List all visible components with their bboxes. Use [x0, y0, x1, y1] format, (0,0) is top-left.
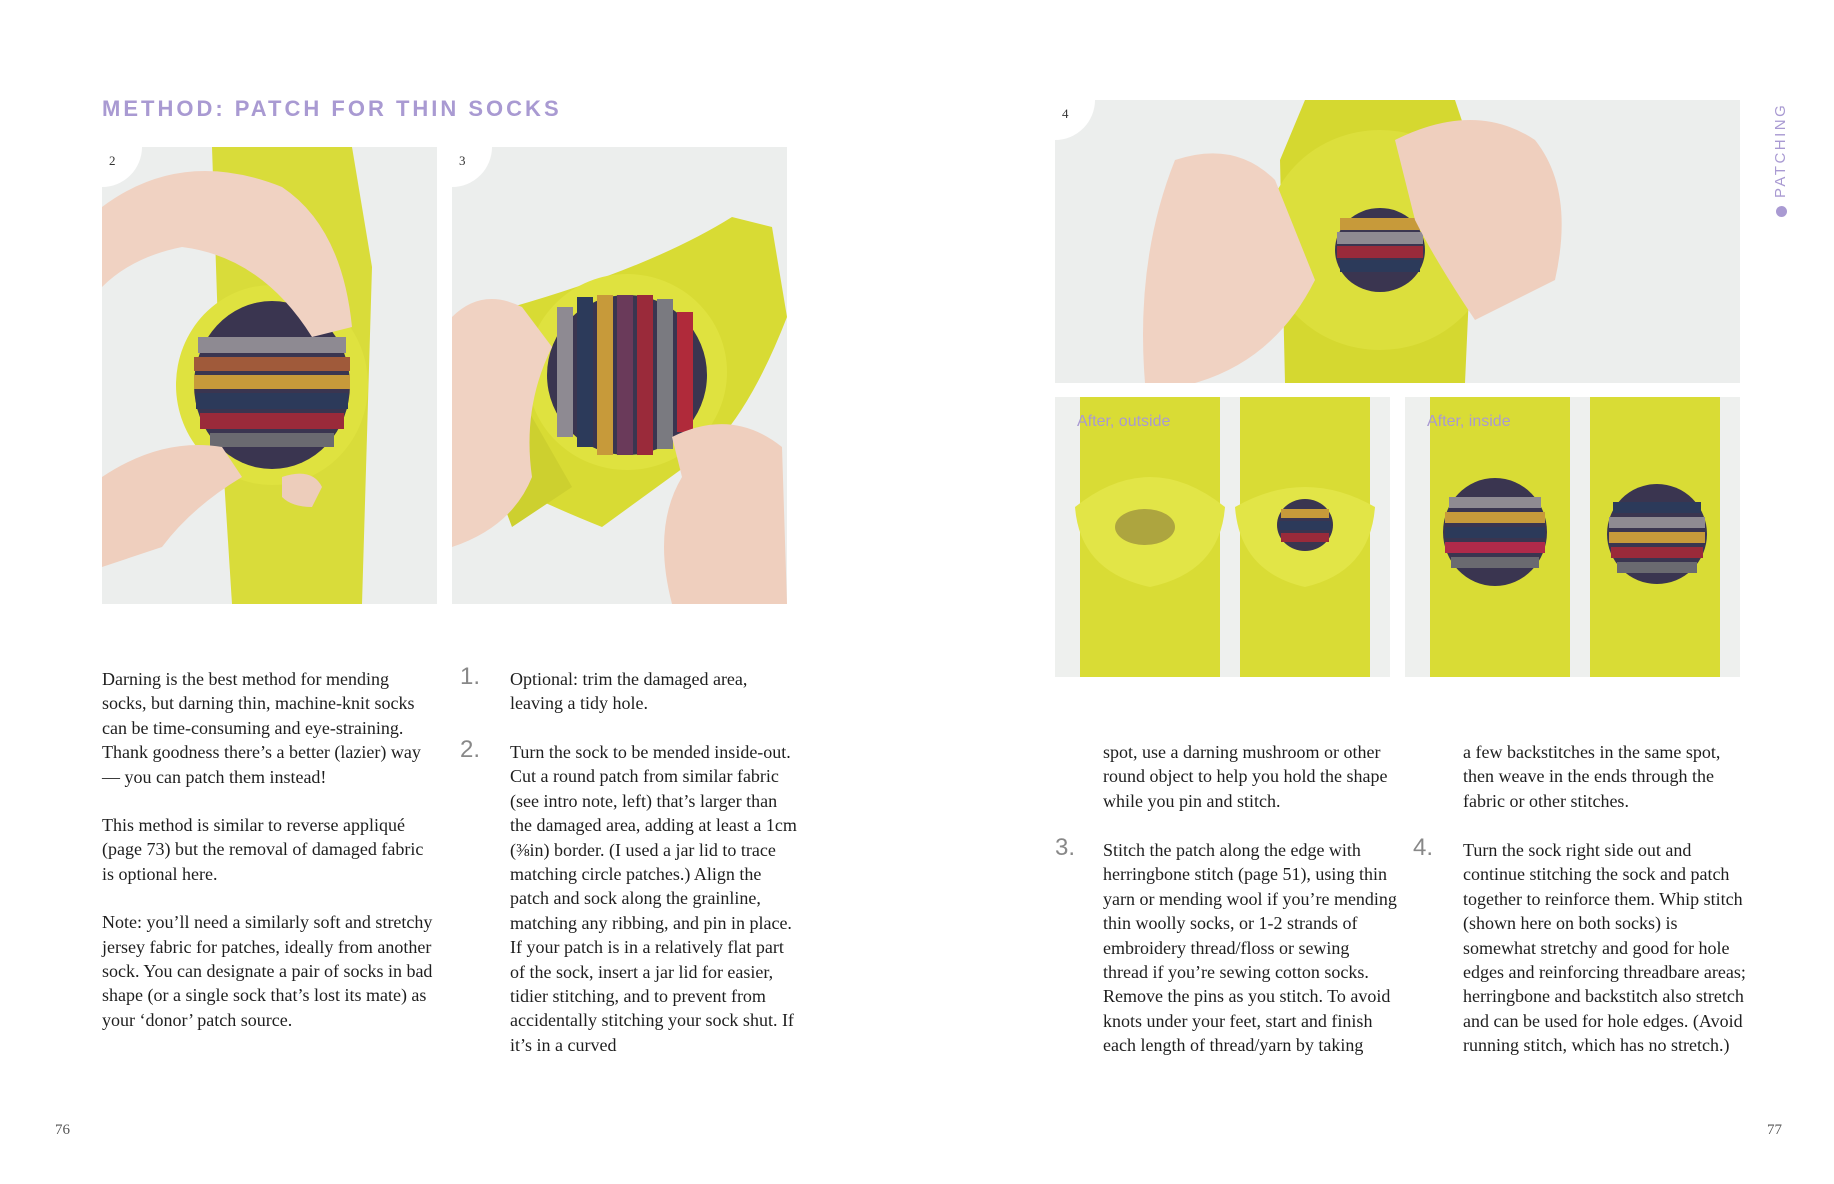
- chapter-tab-dot-icon: [1776, 206, 1787, 217]
- photo-step-2: [102, 147, 437, 604]
- page-number-left: 76: [55, 1122, 70, 1138]
- step-1-number: 1.: [460, 663, 481, 690]
- photo-step-2-image: [102, 147, 437, 604]
- intro-paragraph: This method is similar to reverse appliqué (page 73) but the removal of damaged fabric is optional here.: [102, 815, 424, 884]
- photo-after-inside-image: [1405, 397, 1740, 677]
- photo-step-3-number: 3: [452, 147, 492, 187]
- step-2-number: 2.: [460, 736, 481, 763]
- step-2-continuation: spot, use a darning mushroom or other round object to help you hold the shape while you pin and stitch.: [1103, 742, 1388, 811]
- intro-paragraph: Darning is the best method for mending socks, but darning thin, machine-knit socks can be time-consuming and eye-straining. Thank goodness there’s a better (lazier) way — you can patch them instead!: [102, 669, 421, 787]
- step-4-number: 4.: [1413, 834, 1434, 861]
- photo-step-2-number: 2: [102, 147, 142, 187]
- step-3-text: Stitch the patch along the edge with herringbone stitch (page 51), using thin yarn or mending wool if you’re mending thin woolly socks, or 1-2 strands of embroidery thread/floss or sewing thread if you’re sewing cotton socks. Remove the pins as you stitch. To avoid knots under your feet, start and finish each length of thread/yarn by taking: [1103, 840, 1397, 1056]
- step-3-continuation: a few backstitches in the same spot, then weave in the ends through the fabric or other stitches.: [1463, 742, 1721, 811]
- chapter-tab-label: PATCHING: [1772, 102, 1789, 198]
- photo-after-outside-image: [1055, 397, 1390, 677]
- photo-step-4-image: [1055, 100, 1740, 383]
- photo-after-inside: [1405, 397, 1740, 677]
- step-2-text: Turn the sock to be mended inside-out. Cut a round patch from similar fabric (see intro note, left) that’s larger than the damaged area, adding at least a 1cm (⅜in) border. (I used a jar lid to trace matching circle patches.) Align the patch and sock along the grainline, matching any ribbing, and pin in place. If your patch is in a relatively flat part of the sock, insert a jar lid for easier, tidier stitching, and to prevent from accidentally stitching your sock shut. If it’s in a curved: [510, 742, 797, 1055]
- photo-step-4-number: 4: [1055, 100, 1095, 140]
- page-number-right: 77: [1767, 1122, 1782, 1138]
- section-heading: METHOD: PATCH FOR THIN SOCKS: [102, 96, 562, 121]
- step-4-text: Turn the sock right side out and continue stitching the sock and patch together to reinforce them. Whip stitch (shown here on both socks) is somewhat stretchy and good for hole edges and reinforcing threadbare areas; herringbone and backstitch also stretch and can be used for hole edges. (Avoid running stitch, which has no stretch.): [1463, 840, 1746, 1056]
- chapter-tab: [1770, 98, 1792, 218]
- after-inside-label: After, inside: [1427, 413, 1511, 430]
- after-outside-label: After, outside: [1077, 413, 1171, 430]
- intro-paragraph: Note: you’ll need a similarly soft and stretchy jersey fabric for patches, ideally from another sock. You can designate a pair of socks in bad shape (or a single sock that’s lost its mate) as your ‘donor’ patch source.: [102, 912, 433, 1030]
- step-3-number: 3.: [1055, 834, 1076, 861]
- photo-step-3: [452, 147, 787, 604]
- photo-after-outside: [1055, 397, 1390, 677]
- photo-step-3-image: [452, 147, 787, 604]
- step-1-text: Optional: trim the damaged area, leaving a tidy hole.: [510, 669, 748, 714]
- intro-column: [102, 667, 437, 1056]
- photo-step-4: [1055, 100, 1740, 383]
